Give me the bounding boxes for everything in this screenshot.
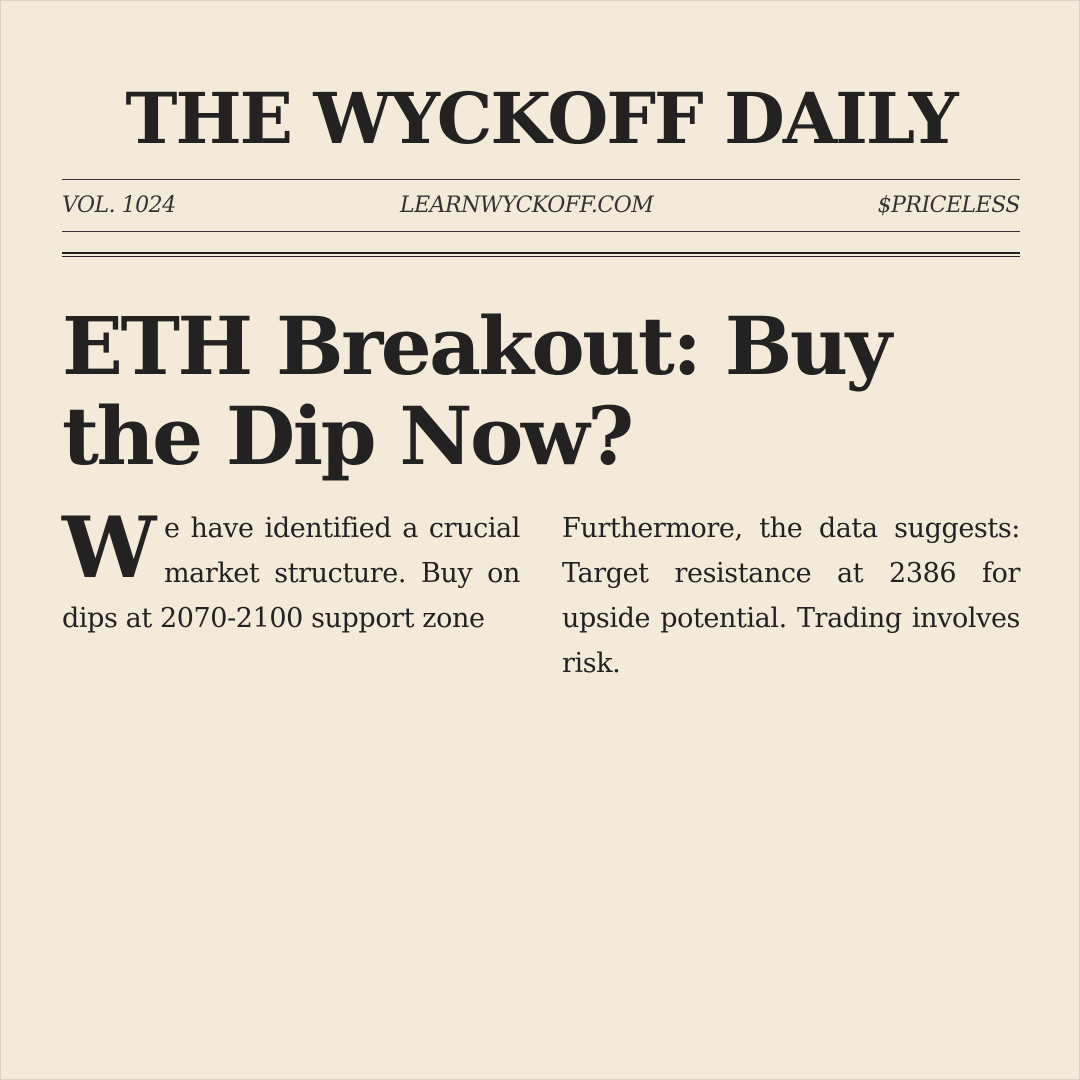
volume-label: VOL. 1024 xyxy=(62,192,176,218)
price-label: $PRICELESS xyxy=(877,192,1020,218)
website-label: LEARNWYCKOFF.COM xyxy=(399,192,654,218)
article-column-2 xyxy=(562,506,1020,686)
drop-cap: W xyxy=(62,498,156,597)
masthead-title: THE WYCKOFF DAILY xyxy=(125,77,957,160)
info-bar xyxy=(62,190,1020,220)
article-column-1 xyxy=(62,498,520,686)
article-body xyxy=(62,498,1020,686)
column-2-text: Furthermore, the data suggests: Target resistance at 2386 for upside potential. Trading involves risk. xyxy=(562,513,1020,679)
article-headline: ETH Breakout: Buy the Dip Now? xyxy=(62,299,890,483)
top-divider xyxy=(62,179,1020,180)
column-1-text: e have identified a crucial market structure. Buy on dips at 2070-2100 support zone xyxy=(62,513,520,634)
middle-divider xyxy=(62,231,1020,232)
double-divider-top xyxy=(62,252,1020,254)
double-divider-bottom xyxy=(62,256,1020,257)
